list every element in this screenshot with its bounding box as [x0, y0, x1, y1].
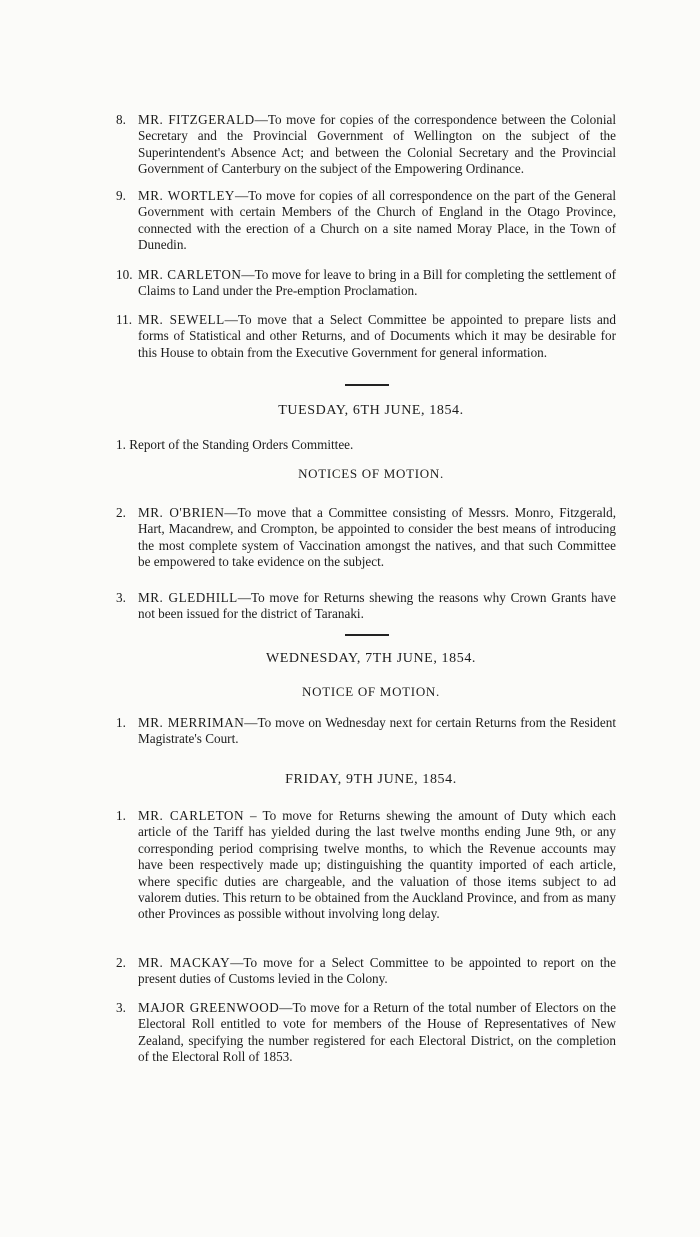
- member-name: MR. CARLETON: [138, 267, 242, 282]
- item-text: [116, 267, 616, 300]
- item-number: 3.: [116, 590, 126, 605]
- motion-text: —To move for copies of all correspondence on the part of the General Government with certain Members of the Church of England in the Otago Province, connected with the erection of a Church on a site named Moray Place, in the Town of Dunedin.: [138, 188, 616, 253]
- notice-of-motion-heading: NOTICE OF MOTION.: [302, 684, 440, 699]
- item-text: [116, 808, 616, 923]
- item-text: [116, 715, 616, 748]
- motion-item: [116, 955, 616, 988]
- item-number: 9.: [116, 188, 126, 203]
- day-heading-friday: FRIDAY, 9TH JUNE, 1854.: [285, 772, 457, 787]
- motion-item: [116, 505, 616, 571]
- motion-item: [116, 112, 616, 178]
- section-divider: [345, 634, 389, 636]
- motion-item: [116, 1000, 616, 1066]
- section-divider: [345, 384, 389, 386]
- motion-text: – To move for Returns shewing the amount of Duty which each article of the Tariff has yielded during the last twelve months ending June 9th, or any corresponding period comprising twelve months, to which the Revenue accounts may have been respectively made up; distinguishing the quantity imported of each article, where specific duties are chargeable, and the valuation of those items subject to ad valorem duties. This return to be obtained from the Auckland Province, and from as many other Provinces as possible without involving long delay.: [138, 808, 616, 922]
- day-heading-wednesday: WEDNESDAY, 7TH JUNE, 1854.: [265, 651, 477, 666]
- item-text: [116, 1000, 616, 1066]
- item-text: [116, 188, 616, 254]
- item-text: [116, 505, 616, 571]
- member-name: MR. O'BRIEN: [138, 505, 225, 520]
- item-number: 8.: [116, 112, 126, 127]
- standing-orders-report: 1. Report of the Standing Orders Committee.: [116, 437, 354, 452]
- day-heading-tuesday: TUESDAY, 6TH JUNE, 1854.: [278, 403, 464, 418]
- motion-item: [116, 808, 616, 923]
- item-number: 1.: [116, 808, 126, 823]
- motion-text: —To move for a Select Committee to be appointed to report on the present duties of Customs levied in the Colony.: [138, 955, 616, 987]
- member-name: MR. GLEDHILL: [138, 590, 238, 605]
- member-name: MR. WORTLEY: [138, 188, 235, 203]
- notices-of-motion-heading: NOTICES OF MOTION.: [298, 466, 444, 481]
- member-name: MR. MERRIMAN: [138, 715, 245, 730]
- member-name: MR. MACKAY: [138, 955, 231, 970]
- motion-text: —To move for Returns shewing the reasons why Crown Grants have not been issued for the district of Taranaki.: [138, 590, 616, 622]
- motion-item: [116, 590, 616, 623]
- motion-text: —To move on Wednesday next for certain Returns from the Resident Magistrate's Court.: [138, 715, 616, 747]
- motion-text: —To move that a Select Committee be appointed to prepare lists and forms of Statistical and other Returns, and of Documents which it may be desirable for this House to obtain from the Executive Government for general information.: [138, 312, 616, 360]
- item-number: 2.: [116, 505, 126, 520]
- item-text: [116, 590, 616, 623]
- motion-text: —To move that a Committee consisting of Messrs. Monro, Fitzgerald, Hart, Macandrew, and Crompton, be appointed to consider the best means of introducing the most complete system of Vaccination amongst the natives, and that such Committee be empowered to take evidence on the subject.: [138, 505, 616, 570]
- item-text: [116, 312, 616, 361]
- motion-item: [116, 312, 616, 361]
- motion-text: —To move for copies of the correspondence between the Colonial Secretary and the Provincial Government of Wellington on the subject of the Superintendent's Absence Act; and between the Colonial Secretary and the Provincial Government of Canterbury on the subject of the Empowering Ordinance.: [138, 112, 616, 177]
- member-name: MAJOR GREENWOOD: [138, 1000, 280, 1015]
- member-name: MR. FITZGERALD: [138, 112, 255, 127]
- motion-text: —To move for leave to bring in a Bill for completing the settlement of Claims to Land under the Pre-emption Proclamation.: [138, 267, 616, 299]
- item-number: 1.: [116, 715, 126, 730]
- item-number: 10.: [116, 267, 133, 282]
- item-text: [116, 112, 616, 178]
- item-number: 2.: [116, 955, 126, 970]
- motion-item: [116, 715, 616, 748]
- motion-text: —To move for a Return of the total number of Electors on the Electoral Roll entitled to vote for members of the House of Representatives of New Zealand, specifying the number registered for each Electoral District, on the completion of the Electoral Roll of 1853.: [138, 1000, 616, 1065]
- motion-item: [116, 267, 616, 300]
- item-number: 11.: [116, 312, 132, 327]
- member-name: MR. CARLETON: [138, 808, 244, 823]
- item-text: [116, 955, 616, 988]
- item-number: 3.: [116, 1000, 126, 1015]
- member-name: MR. SEWELL: [138, 312, 225, 327]
- motion-item: [116, 188, 616, 254]
